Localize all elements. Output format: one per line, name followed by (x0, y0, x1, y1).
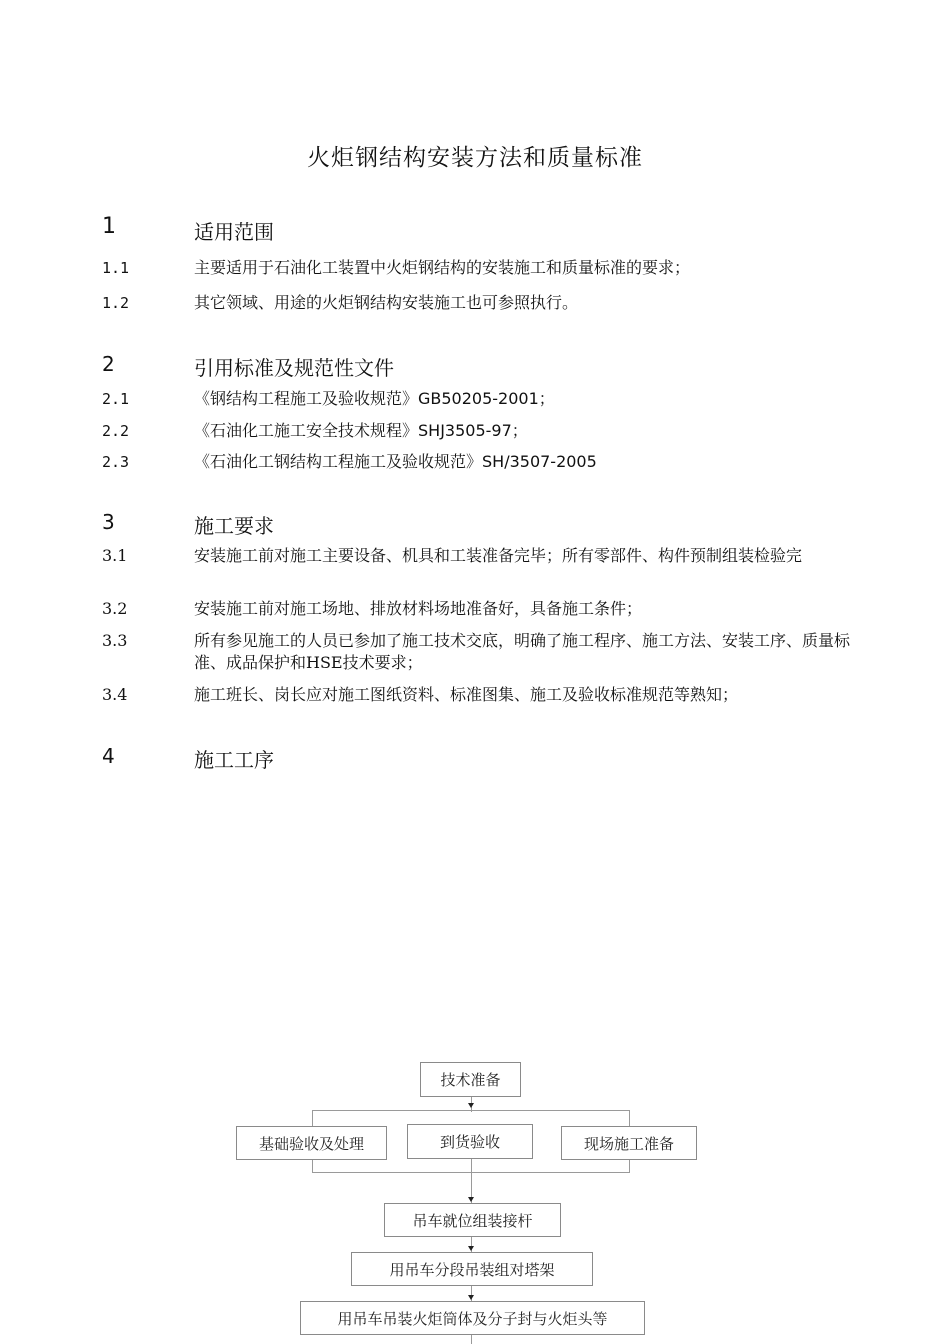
section-title: 施工要求 (194, 514, 274, 538)
section-number: 3 (102, 510, 115, 534)
item-text: 《钢结构工程施工及验收规范》GB50205-2001； (194, 389, 555, 408)
section-number: 4 (102, 744, 115, 768)
item-number: 2.2 (102, 422, 130, 440)
section-title: 施工工序 (194, 748, 274, 772)
item-text: 安装施工前对施工主要设备、机具和工装准备完毕；所有零部件、构件预制组装检验完 (194, 546, 803, 565)
item-text: 施工班长、岗长应对施工图纸资料、标准图集、施工及验收标准规范等熟知； (194, 685, 739, 704)
flow-step-crane-positioning: 吊车就位组装接杆 (384, 1203, 561, 1237)
arrow-down-icon (468, 1246, 474, 1251)
connector-line (629, 1110, 630, 1126)
flow-step-technical-preparation: 技术准备 (420, 1062, 521, 1097)
connector-line (312, 1110, 630, 1111)
item-number: 3.2 (102, 599, 128, 618)
item-text: 所有参见施工的人员已参加了施工技术交底，明确了施工程序、施工方法、安装工序、质量标准、成品保护和HSE技术要求； (194, 631, 851, 672)
item-number: 1.1 (102, 259, 130, 277)
item-text: 《石油化工施工安全技术规程》SHJ3505-97； (194, 421, 528, 440)
item-number: 2.1 (102, 390, 130, 408)
item-text: 《石油化工钢结构工程施工及验收规范》SH/3507-2005 (194, 452, 597, 471)
item-number: 2.3 (102, 453, 130, 471)
flow-step-site-preparation: 现场施工准备 (561, 1126, 697, 1160)
item-number: 3.1 (102, 546, 128, 565)
flow-step-arrival-inspection: 到货验收 (407, 1124, 533, 1159)
flow-step-tower-frame-hoisting: 用吊车分段吊装组对塔架 (351, 1252, 593, 1286)
item-text: 主要适用于石油化工装置中火炬钢结构的安装施工和质量标准的要求； (194, 258, 691, 277)
flow-step-flare-stack-hoisting: 用吊车吊装火炬筒体及分子封与火炬头等 (300, 1301, 645, 1335)
section-title: 引用标准及规范性文件 (194, 356, 394, 380)
arrow-down-icon (468, 1295, 474, 1300)
arrow-down-icon (468, 1197, 474, 1202)
item-number: 1.2 (102, 294, 130, 312)
section-number: 2 (102, 352, 115, 376)
arrow-down-icon (468, 1103, 474, 1108)
item-text: 其它领域、用途的火炬钢结构安装施工也可参照执行。 (194, 293, 579, 312)
section-title: 适用范围 (194, 220, 274, 244)
connector-line (312, 1110, 313, 1126)
flow-step-foundation-acceptance: 基础验收及处理 (236, 1126, 387, 1160)
item-number: 3.3 (102, 631, 128, 650)
section-number: 1 (102, 214, 116, 239)
connector-line (471, 1335, 472, 1344)
item-number: 3.4 (102, 685, 128, 704)
document-title: 火炬钢结构安装方法和质量标准 (307, 145, 643, 171)
item-text: 安装施工前对施工场地、排放材料场地准备好，具备施工条件； (194, 599, 643, 618)
